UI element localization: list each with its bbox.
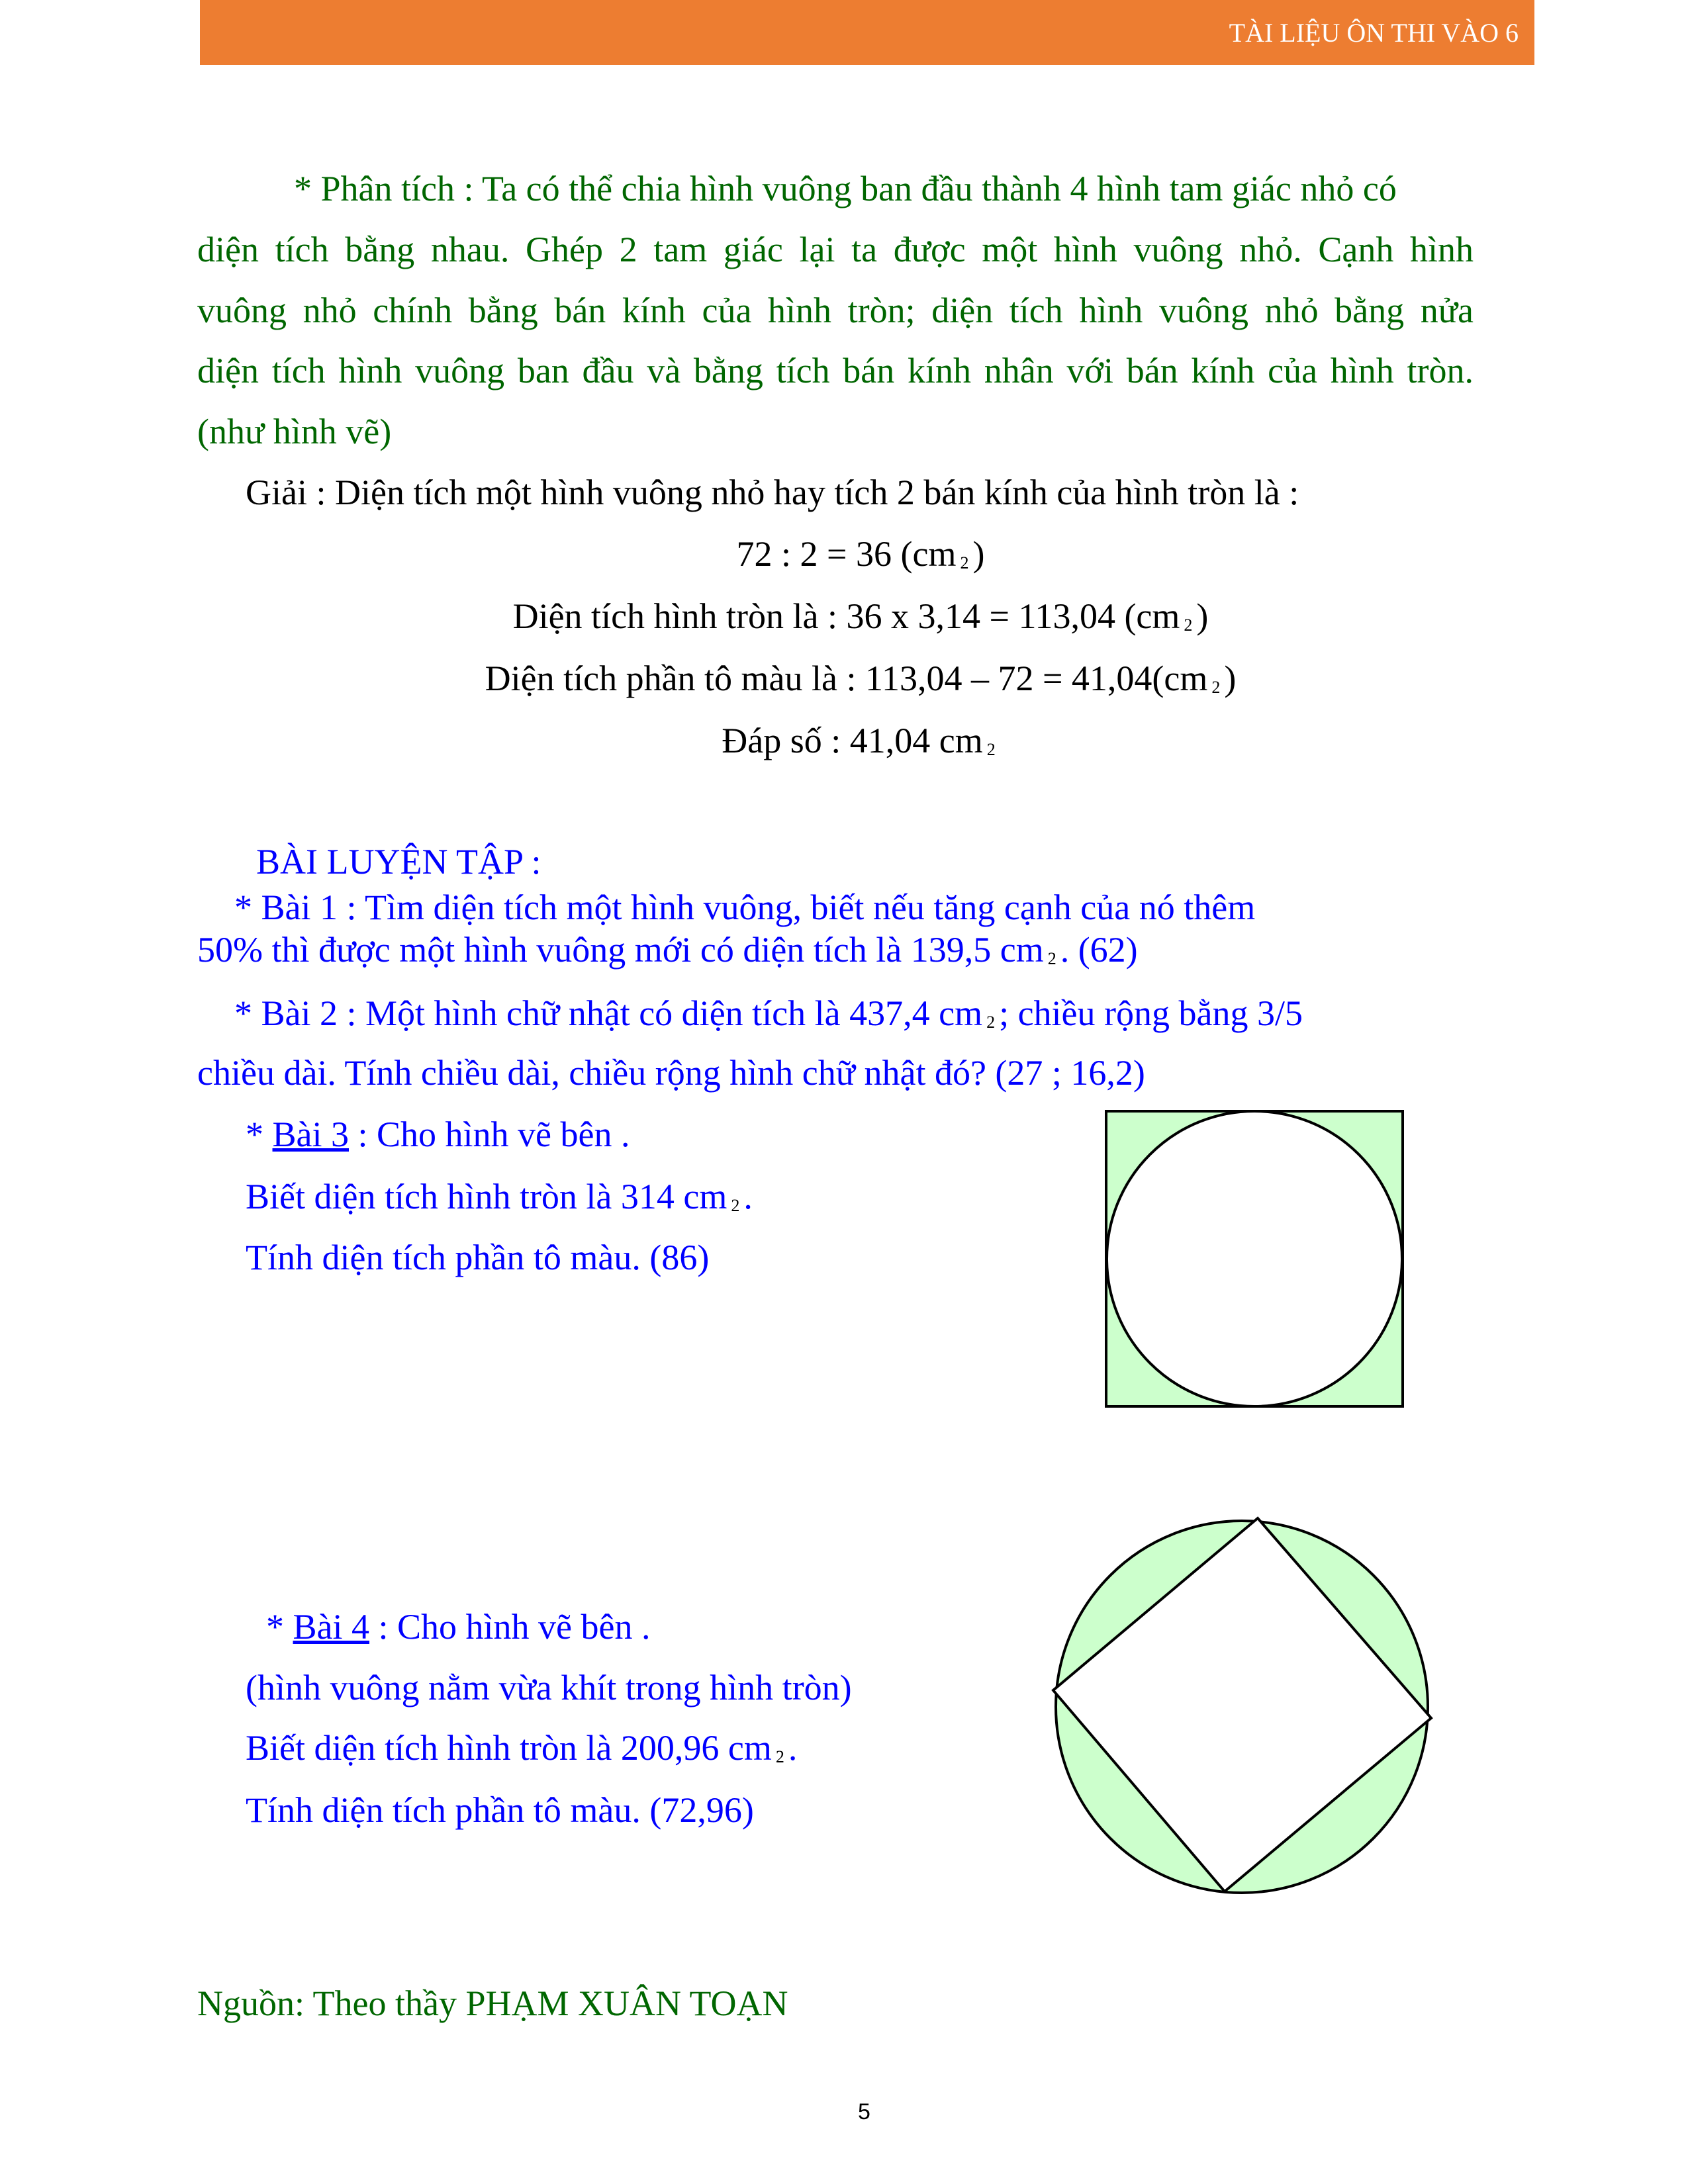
bai1-line-2: 50% thì được một hình vuông mới có diện tích là 139,5 cm 2 . (62) [197,930,1138,970]
practice-title: BÀI LUYỆN TẬP : [256,842,541,882]
solution-step-2: Diện tích hình tròn là : 36 x 3,14 = 113,04 (cm 2 ) [512,596,1209,636]
bai3-figure [1106,1111,1403,1406]
solution-answer: Đáp số : 41,04 cm 2 [722,721,996,760]
bai1-line-1: * Bài 1 : Tìm diện tích một hình vuông, biết nếu tăng cạnh của nó thêm [234,887,1256,927]
bai4-line-3: Biết diện tích hình tròn là 200,96 cm 2 . [246,1728,798,1768]
analysis-line-4: diện tích hình vuông ban đầu và bằng tích bán kính nhân với bán kính của hình tròn. [197,351,1474,390]
analysis-line-5: (như hình vẽ) [197,412,392,451]
solution-step-1: 72 : 2 = 36 (cm 2 ) [736,534,985,574]
bai4-line-2: (hình vuông nằm vừa khít trong hình tròn) [246,1668,852,1707]
solution-intro: Giải : Diện tích một hình vuông nhỏ hay tích 2 bán kính của hình tròn là : [246,473,1299,512]
inscribed-circle [1107,1111,1402,1406]
bai3-line-1: * Bài 3 : Cho hình vẽ bên . [246,1115,630,1154]
source-credit: Nguồn: Theo thầy PHẠM XUÂN TOẠN [197,1983,788,2023]
page-number: 5 [858,2099,870,2124]
bai3-line-3: Tính diện tích phần tô màu. (86) [246,1238,710,1277]
analysis-line-3: vuông nhỏ chính bằng bán kính của hình tròn; diện tích hình vuông nhỏ bằng nửa [197,291,1474,330]
bai2-line-1: * Bài 2 : Một hình chữ nhật có diện tích là 437,4 cm 2 ; chiều rộng bằng 3/5 [234,993,1303,1033]
bai4-line-1: * Bài 4 : Cho hình vẽ bên . [266,1607,651,1647]
bai4-figure [1053,1518,1431,1893]
analysis-line-1: * Phân tích : Ta có thể chia hình vuông ban đầu thành 4 hình tam giác nhỏ có [294,169,1397,208]
header-title: TÀI LIỆU ÔN THI VÀO 6 [1229,18,1519,48]
analysis-line-2: diện tích bằng nhau. Ghép 2 tam giác lại ta được một hình vuông nhỏ. Cạnh hình [197,230,1474,269]
bai3-line-2: Biết diện tích hình tròn là 314 cm 2 . [246,1177,753,1216]
solution-step-3: Diện tích phần tô màu là : 113,04 – 72 = 41,04(cm 2 ) [485,659,1237,698]
bai2-line-2: chiều dài. Tính chiều dài, chiều rộng hình chữ nhật đó? (27 ; 16,2) [197,1053,1145,1093]
bai4-line-4: Tính diện tích phần tô màu. (72,96) [246,1790,754,1830]
